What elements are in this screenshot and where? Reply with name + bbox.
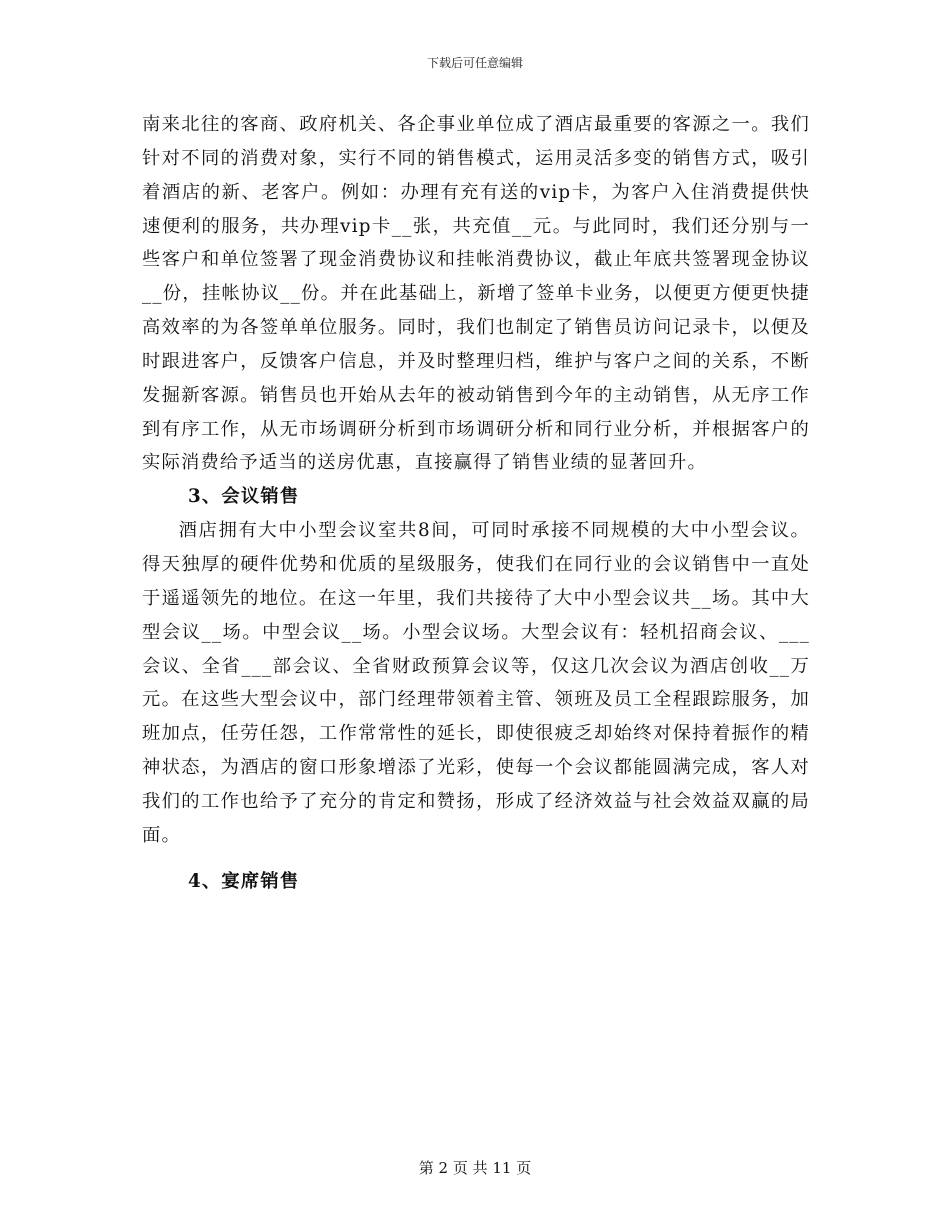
paragraph-guest-sales: 南来北往的客商、政府机关、各企事业单位成了酒店最重要的客源之一。我们针对不同的消费对象，实行不同的销售模式，运用灵活多变的销售方式，吸引着酒店的新、老客户。例如：办理有充有送的vip卡，为客户入住消费提供快速便利的服务，共办理vip卡__张，共充值__元。与此同时，我们还分别与一些客户和单位签署了现金消费协议和挂帐消费协议，截止年底共签署现金协议__份，挂帐协议__份。并在此基础上，新增了签单卡业务，以便更方便更快捷高效率的为各签单单位服务。同时，我们也制定了销售员访问记录卡，以便及时跟进客户，反馈客户信息，并及时整理归档，维护与客户之间的关系，不断发掘新客源。销售员也开始从去年的被动销售到今年的主动销售，从无序工作到有序工作，从无市场调研分析到市场调研分析和同行业分析，并根据客户的实际消费给予适当的送房优惠，直接赢得了销售业绩的显著回升。	[142, 114, 810, 474]
page-header: 下载后可任意编辑	[426, 56, 523, 70]
section-heading-meeting-sales: 3、会议销售	[188, 486, 300, 508]
paragraph-meeting-sales: 酒店拥有大中小型会议室共8间，可同时承接不同规模的大中小型会议。得天独厚的硬件优势和优质的星级服务，使我们在同行业的会议销售中一直处于遥遥领先的地位。在这一年里，我们共接待了大中小型会议共__场。其中大型会议__场。中型会议__场。小型会议场。大型会议有：轻机招商会议、___会议、全省___部会议、全省财政预算会议等，仅这几次会议为酒店创收__万元。在这些大型会议中，部门经理带领着主管、领班及员工全程跟踪服务，加班加点，任劳任怨，工作常常性的延长，即使很疲乏却始终对保持着振作的精神状态，为酒店的窗口形象增添了光彩，使每一个会议都能圆满完成，客人对我们的工作也给予了充分的肯定和赞扬，形成了经济效益与社会效益双赢的局面。	[142, 520, 810, 846]
document-body	[142, 108, 810, 898]
page-number: 第 2 页 共 11 页	[418, 1159, 532, 1177]
section-heading-banquet-sales: 4、宴席销售	[188, 870, 300, 892]
